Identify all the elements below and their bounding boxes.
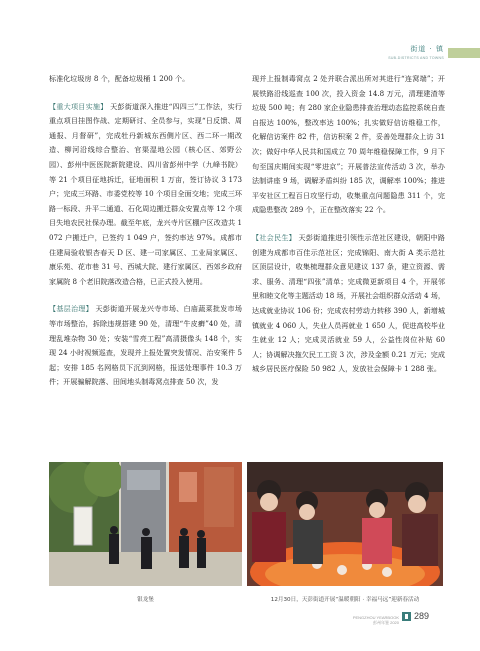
paragraph-text: 天彭街道开展龙兴寺市场、白庙蔬菜批发市场等市场整治，拆除违规搭建 90 处，清理“牛皮癣”40 处，清理乱堆杂物 30 处；安装“雪亮工程”高清摄像头 148 个，实现 24 小时视频巡查，发现并上报处置突发情况、治安案件 5 起；安排 185 名网格员下沉到网格，报送处理事件 10.3 万件；开展骗解院落、田间地头制毒窝点排查 50 次，发 — [49, 304, 242, 387]
paragraph-grassroots-governance — [49, 302, 242, 390]
header-label — [380, 44, 444, 60]
paragraph-text: 现并上报制毒窝点 2 处并联合派出所对其进行“连窝端”；开展铁路沿线巡查 100 次，投入资金 14.8 万元，清理建渣等垃圾 500 吨；有 280 家企业隐患排查治理动态监控系统自查自报达 100%，整改率达 100%；扎实做好信访维稳工作，化解信访案件 82 件，信访积案 2 件，妥善处理群众上访 31 次；做好中华人民共和国成立 70 周年维稳保障工作，9 月下旬至国庆期间实现“零进京”；开展普法宣传活动 3 次，举办法制讲座 9 场，调解矛盾纠纷 185 次，调解率 100%；推进平安社区工程百日攻坚行动，收集重点问题隐患 311 个，完成隐患整改 289 个，正在整改落实 22 个。 — [252, 74, 445, 215]
festival-photo — [247, 462, 443, 586]
header-accent-bar — [448, 48, 480, 58]
paragraph-text: 天彭街道深入推进“四四三”工作法，实行重点项目挂图作战、定期研讨、全员参与，实现“日反馈、周通报、月督研”，完成牡丹新城东西侧片区、西二环一期改造、柳河沿线综合整治、官渠湿地公园（核心区、郊野公园）、彭州中医医院新院建设、四川省彭州中学（九峰书院）等 21 个项目征地拆迁，征地面积 1 万亩，签订协议 3 173 户；完成三环路、市委党校等 10 个项目全面交地；完成三环路一标段、升平二通道、石化周边搬迁群众安置点等 12 个项目失地农民社保办理。截至年底，龙兴寺片区棚户区改造共 1 072 户搬迁户，已签约 1 049 户，签约率达 97%。成都市住建局验收银杏春天 D 区、建一司家属区、工业局家属区、康乐苑、花市巷 31 号、西城大院、建行家属区、西郊乡政府家属院 8 个老旧院落改造合格，已正式投入使用。 — [49, 101, 242, 286]
yearbook-brand — [341, 615, 399, 625]
right-text-column — [252, 72, 445, 377]
brand-line: 彭州年鉴 2020 — [372, 620, 399, 625]
section-tag: 【社会民生】 — [252, 232, 297, 242]
photo-caption-right: 12月30日，天彭街道开展“温暖朝阳 · 幸福马远”迎新春活动 — [270, 597, 420, 603]
section-subtitle: SUB-DISTRICTS AND TOWNS — [388, 56, 444, 60]
photo-caption-left: 银龙堡 — [137, 597, 154, 603]
section-tag: 【重大项目实施】 — [49, 101, 108, 111]
left-text-column — [49, 72, 242, 390]
paragraph-major-projects — [49, 100, 242, 290]
street-photo — [49, 462, 242, 586]
section-title: 街道 · 镇 — [410, 45, 444, 53]
paragraph-text: 标准化垃圾房 8 个，配备垃圾桶 1 200 个。 — [49, 74, 190, 83]
paragraph — [252, 72, 445, 218]
page-number: 289 — [414, 611, 430, 621]
paragraph-social-livelihood — [252, 231, 445, 377]
section-tag: 【基层治理】 — [49, 304, 94, 314]
page-marker-icon — [402, 612, 411, 621]
paragraph-text: 天彭街道推进引领性示范社区建设，朝阳中路创建为成都市百佳示范社区；完成锦阳、南大街 A 类示范社区顶层设计，收集梳理群众意见建议 137 条，建立资源、需求、服务、清理“四张”清单；完成微更新项目 4 个，开展邻里和睦文化等主题活动 18 场，开展社会组织群众活动 4 场，达成就业协议 106 份；完成农村劳动力转移 390 人，新增城镇就业 4 060 人，失业人员再就业 1 650 人，促进高校毕业生就业 12 人；完成灵活就业 59 人，公益性岗位补贴 60 人；协调解决拖欠民工工资 3 次，涉及金额 0.21 万元；完成城乡居民医疗保险 50 982 人，发放社会保障卡 1 288 张。 — [252, 232, 445, 374]
brand-line: PENGZHOU YEARBOOK — [352, 615, 399, 620]
paragraph — [49, 72, 242, 87]
